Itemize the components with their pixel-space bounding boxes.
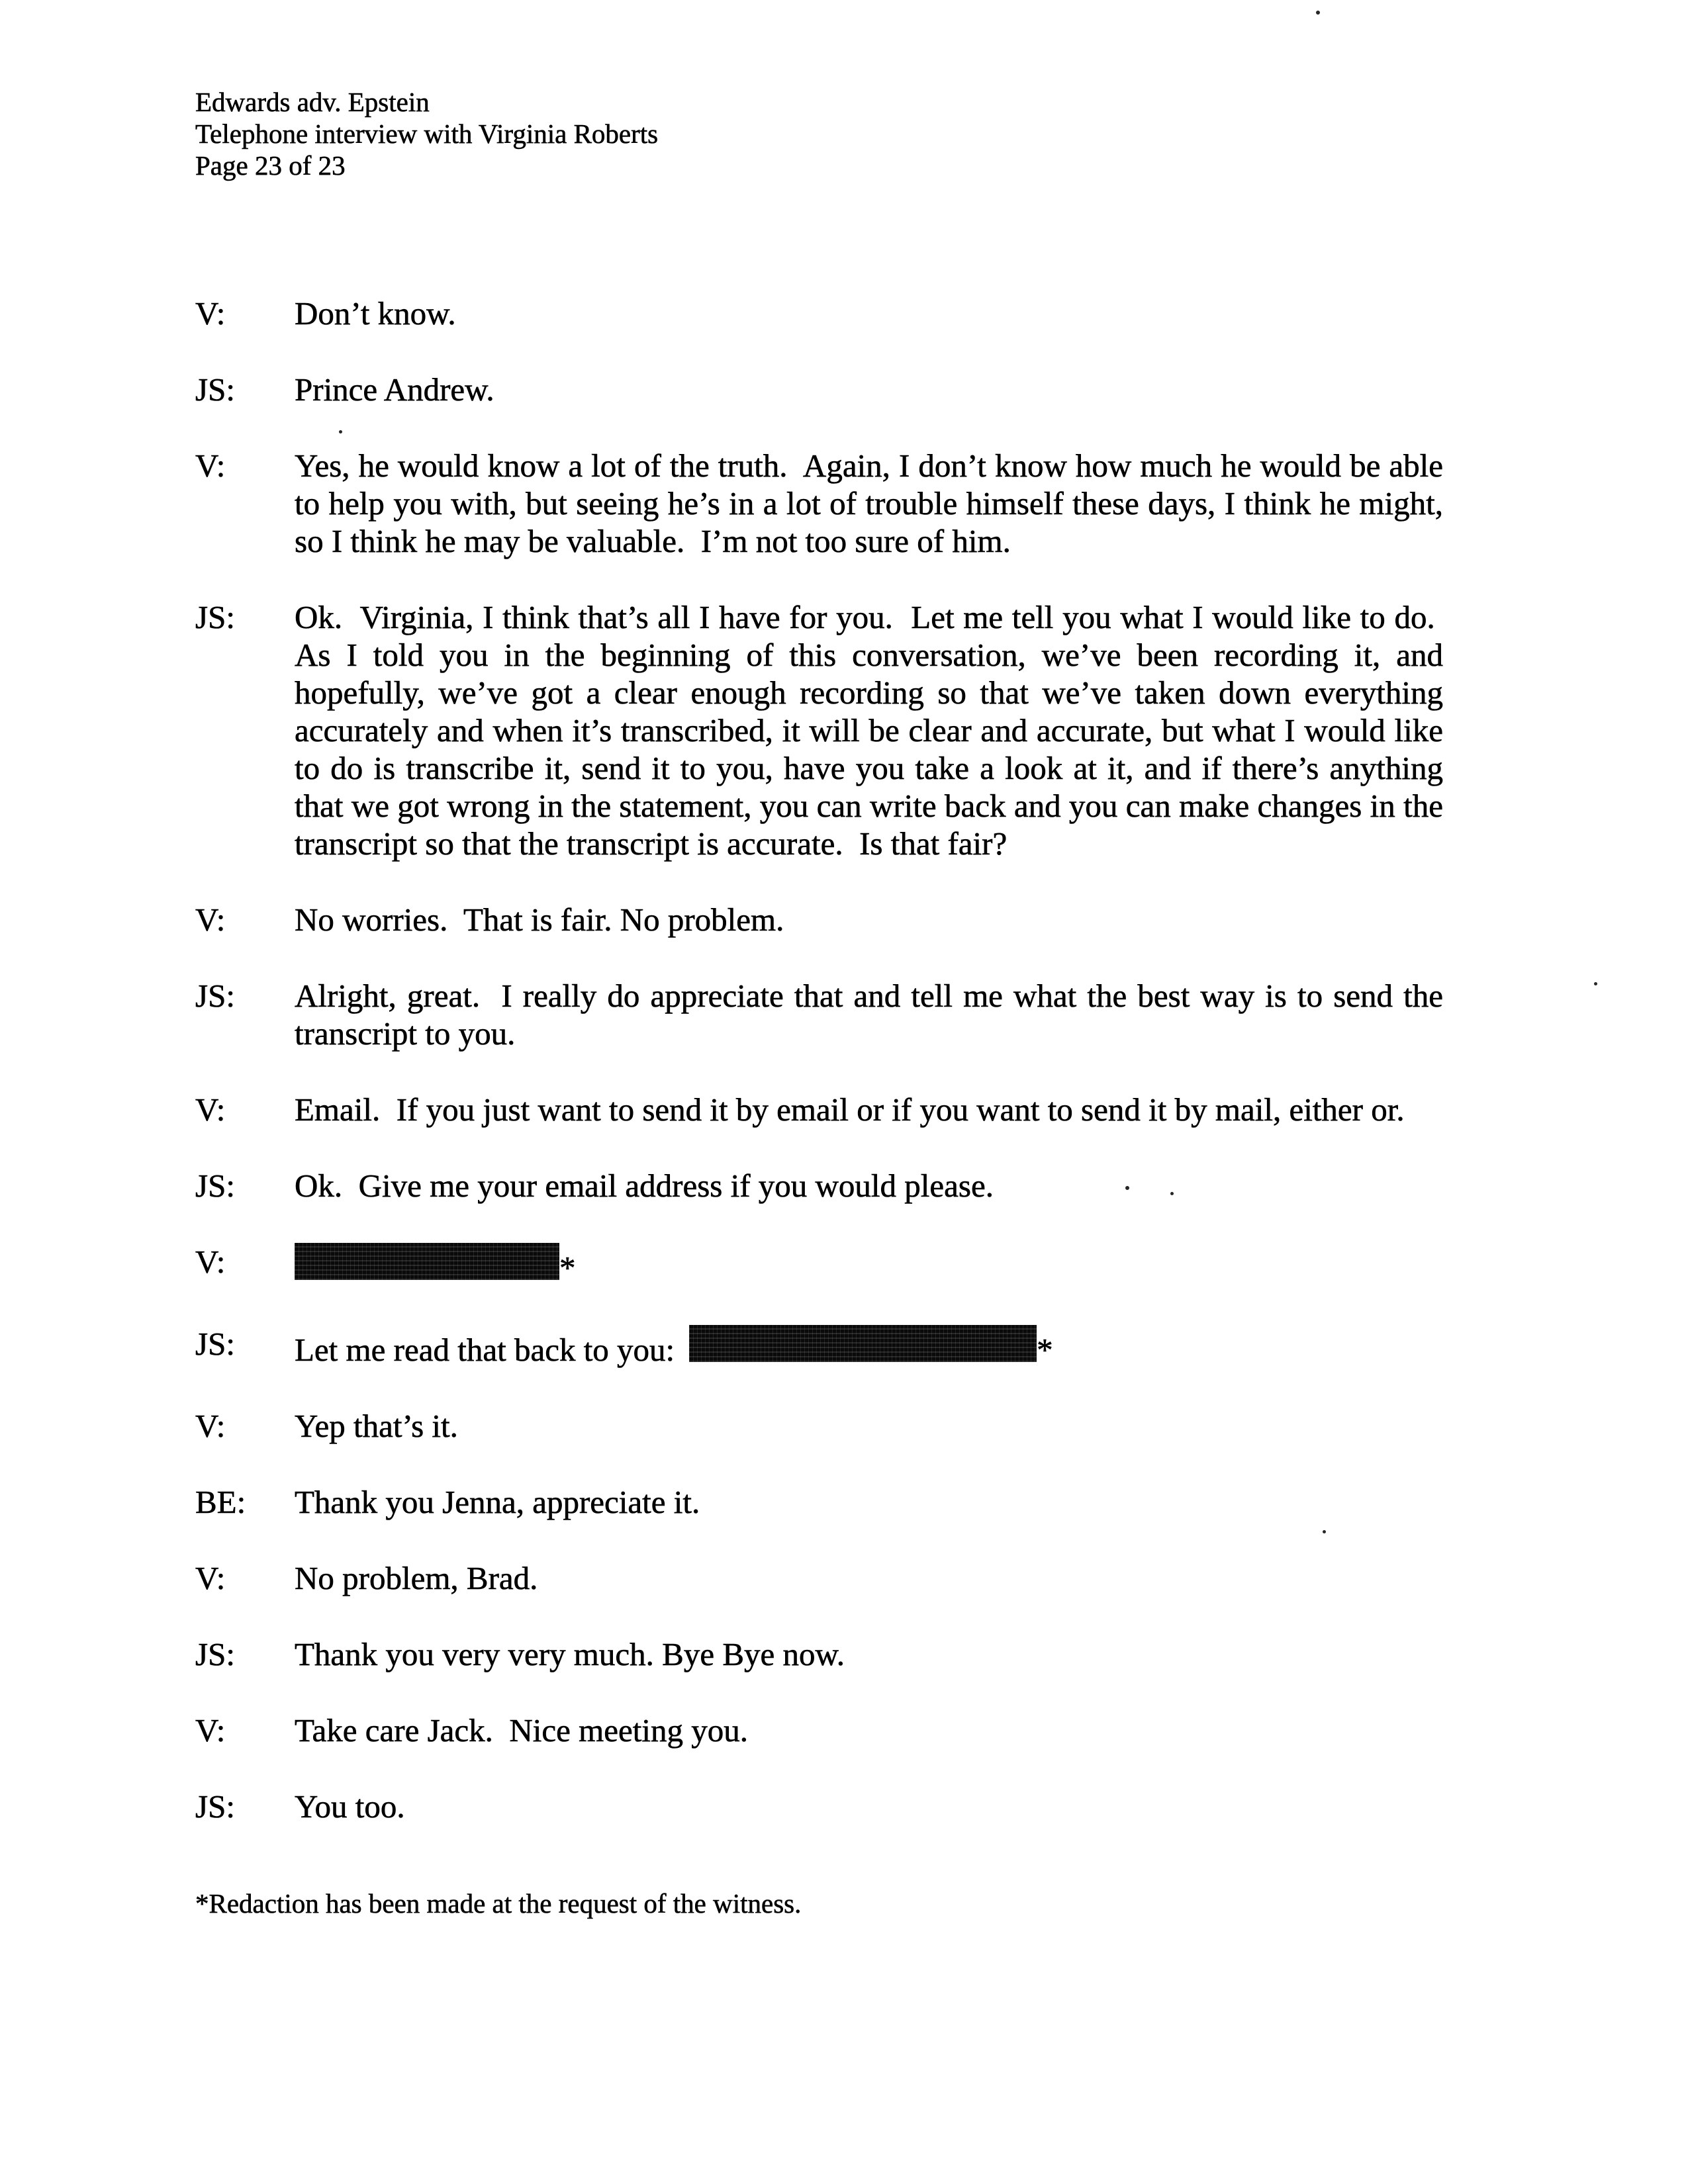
dialogue-entry — [195, 1483, 1443, 1521]
utterance-text: Ok. Virginia, I think that’s all I have for you. Let me tell you what I would like to do. As I told you in the beginning of this conversation, we’ve been recording it, and hopefully, we’ve got a clear enough recording so that we’ve taken down everything accurately and when it’s transcribed, it will be clear and accurate, but what I would like to do is transcribe it, send it to you, have you take a look at it, and if there’s anything that we got wrong in the statement, you can write back and you can make changes in the transcript so that the transcript is accurate. Is that fair? — [295, 599, 1443, 862]
redaction-asterisk: * — [559, 1250, 576, 1286]
speaker-label: BE: — [195, 1484, 246, 1520]
speaker-label: JS: — [195, 978, 235, 1014]
speaker-label: JS: — [195, 1788, 235, 1825]
speaker-label: V: — [195, 1560, 226, 1596]
utterance-text: Yes, he would know a lot of the truth. Again, I don’t know how much he would be able to help you with, but seeing he’s in a lot of trouble himself these days, I think he might, so I think he may be valuable. I’m not too sure of him. — [295, 447, 1443, 559]
utterance-text: No problem, Brad. — [295, 1560, 538, 1596]
speaker-label: V: — [195, 1244, 226, 1280]
transcript-dialogue — [195, 295, 1443, 1864]
dialogue-entry — [195, 295, 1443, 332]
utterance-text: Alright, great. I really do appreciate that and tell me what the best way is to send the transcript to you. — [295, 978, 1443, 1052]
dialogue-entry — [195, 1788, 1443, 1825]
scan-speck — [1316, 11, 1320, 15]
speaker-label: JS: — [195, 1636, 235, 1672]
speaker-label: JS: — [195, 599, 235, 635]
speaker-label: JS: — [195, 1326, 235, 1362]
utterance-text: No worries. That is fair. No problem. — [295, 901, 784, 938]
dialogue-entry — [195, 1635, 1443, 1673]
utterance-text: Email. If you just want to send it by email or if you want to send it by mail, either or. — [295, 1091, 1405, 1128]
dialogue-entry — [195, 1243, 1443, 1287]
utterance-text: Thank you Jenna, appreciate it. — [295, 1484, 700, 1520]
header-subtitle: Telephone interview with Virginia Roberts — [195, 118, 659, 149]
utterance-text: You too. — [295, 1788, 405, 1825]
dialogue-entry — [195, 1711, 1443, 1749]
dialogue-entry — [195, 1325, 1443, 1369]
speaker-label: V: — [195, 1091, 226, 1128]
utterance-text: Prince Andrew. — [295, 371, 494, 408]
dialogue-entry — [195, 598, 1443, 862]
scan-speck — [1125, 1186, 1129, 1190]
dialogue-entry — [195, 1167, 1443, 1205]
speaker-label: V: — [195, 901, 226, 938]
utterance-text: Don’t know. — [295, 295, 456, 332]
dialogue-entry — [195, 1407, 1443, 1445]
utterance-text: Ok. Give me your email address if you would please. — [295, 1167, 994, 1204]
speaker-label: V: — [195, 447, 226, 484]
scan-speck — [1170, 1192, 1174, 1195]
dialogue-entry — [195, 1091, 1443, 1128]
scan-speck — [339, 430, 342, 433]
redaction-bar — [689, 1325, 1037, 1362]
redaction-bar — [295, 1243, 559, 1280]
header-page-number: Page 23 of 23 — [195, 150, 346, 181]
speaker-label: JS: — [195, 371, 235, 408]
redaction-footnote: *Redaction has been made at the request of the witness. — [195, 1888, 802, 1919]
dialogue-entry — [195, 371, 1443, 408]
header-case-title: Edwards adv. Epstein — [195, 87, 430, 117]
speaker-label: JS: — [195, 1167, 235, 1204]
utterance-text: Let me read that back to you: * — [295, 1325, 1443, 1369]
utterance-text — [295, 1243, 1443, 1287]
speaker-label: V: — [195, 1712, 226, 1749]
document-header — [195, 86, 658, 181]
speaker-label: V: — [195, 295, 226, 332]
dialogue-entry — [195, 977, 1443, 1052]
dialogue-entry — [195, 901, 1443, 938]
utterance-text: Take care Jack. Nice meeting you. — [295, 1712, 748, 1749]
utterance-text: Thank you very very much. Bye Bye now. — [295, 1636, 845, 1672]
redaction-asterisk: * — [1037, 1332, 1053, 1368]
utterance-text: Yep that’s it. — [295, 1408, 458, 1444]
dialogue-entry — [195, 1559, 1443, 1597]
dialogue-entry — [195, 447, 1443, 560]
speaker-label: V: — [195, 1408, 226, 1444]
scan-speck — [1594, 982, 1597, 985]
scan-speck — [1323, 1530, 1326, 1533]
